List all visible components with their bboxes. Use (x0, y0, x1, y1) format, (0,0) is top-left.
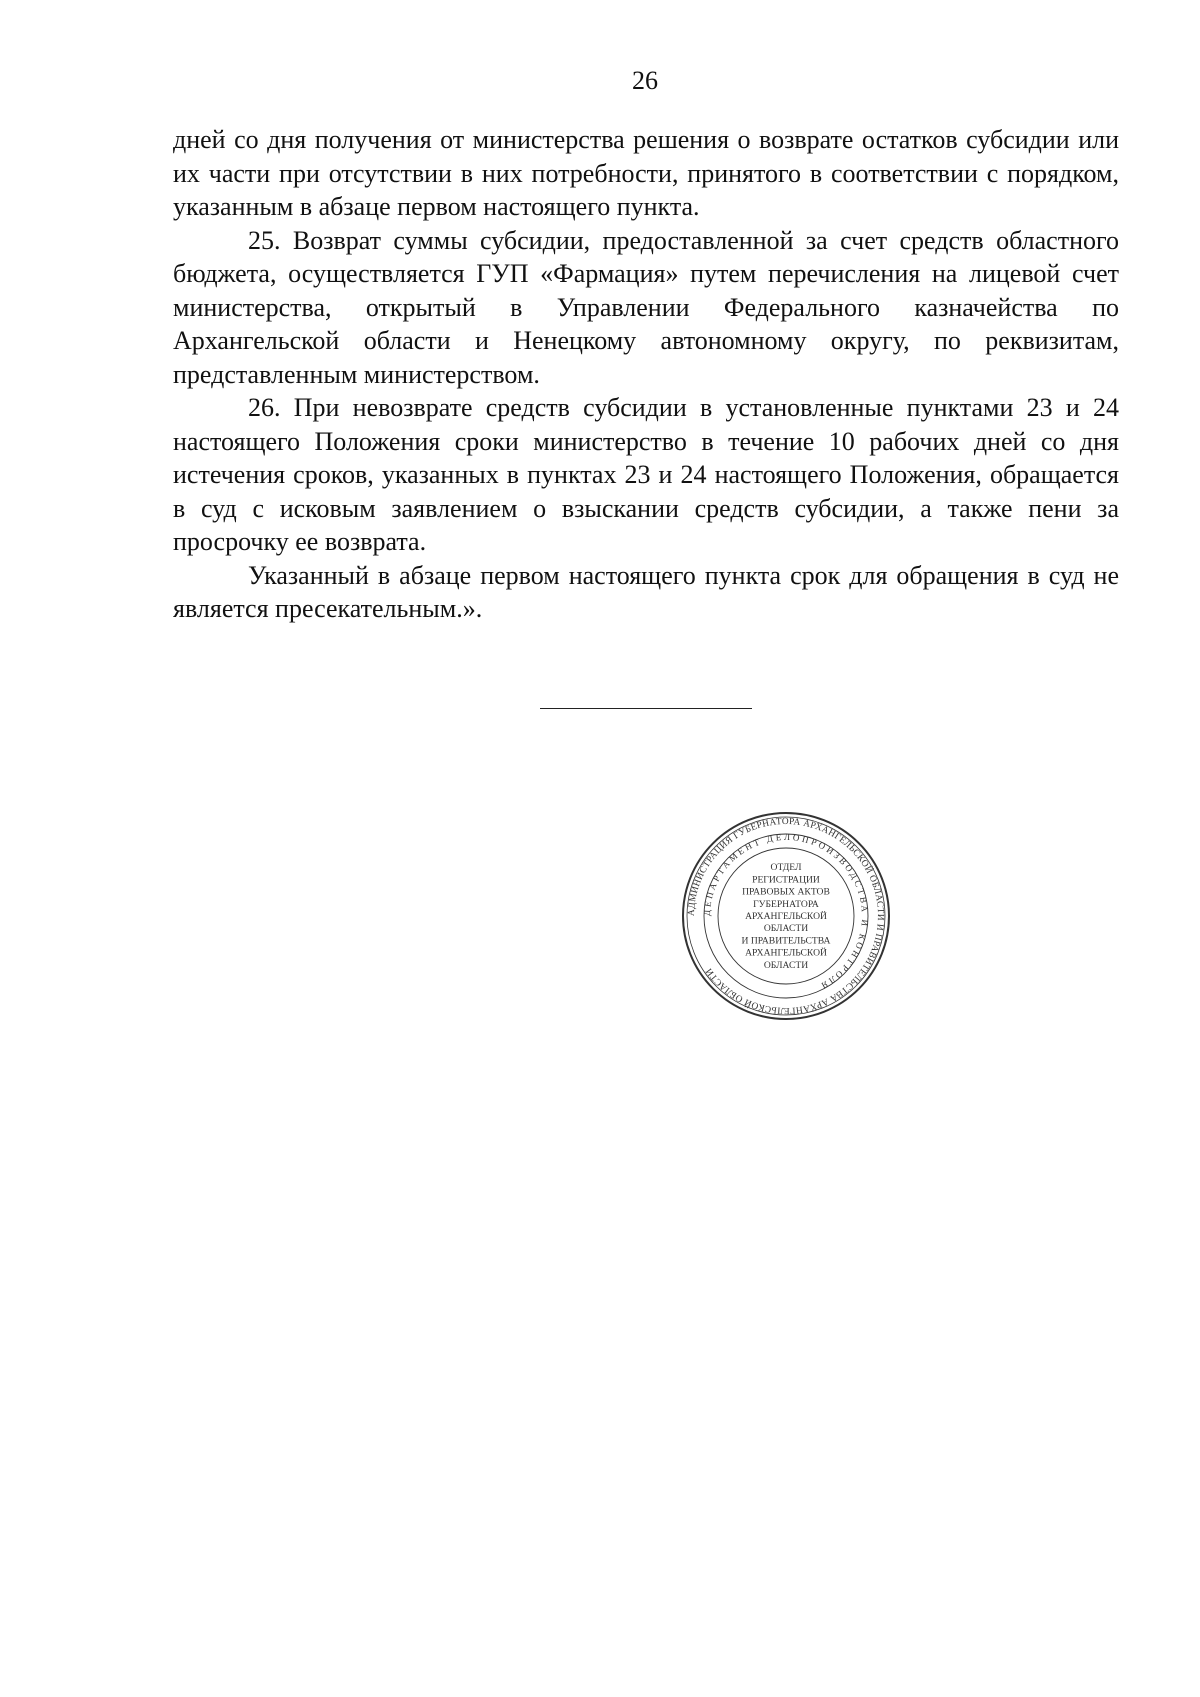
paragraph-item-26: 26. При невозврате средств субсидии в установленные пунктами 23 и 24 настоящего Положения сроки министерство в течение 10 рабочих дней со дня истечения сроков, указанных в пунктах 23 и 24 настоящего Положения, обращается в суд с исковым заявлением о взыскании средств субсидии, а также пени за просрочку ее возврата. (173, 393, 1119, 556)
official-seal-stamp (680, 810, 892, 1022)
seal-graphic (680, 810, 892, 1022)
seal-center-line: И ПРАВИТЕЛЬСТВА (741, 935, 831, 947)
seal-center-line: АРХАНГЕЛЬСКОЙ (745, 911, 827, 922)
seal-center-line: ПРАВОВЫХ АКТОВ (742, 886, 830, 898)
seal-center-line: АРХАНГЕЛЬСКОЙ (745, 947, 827, 959)
seal-center-line: ОТДЕЛ (770, 862, 802, 874)
seal-center-line: РЕГИСТРАЦИИ (752, 874, 820, 886)
seal-center-line: ГУБЕРНАТОРА (753, 898, 819, 910)
document-body (173, 123, 1119, 626)
paragraph-item-25: 25. Возврат суммы субсидии, предоставленной за счет средств областного бюджета, осуществляется ГУП «Фармация» путем перечисления на лицевой счет министерства, открытый в Управлении Федерального казначейства по Архангельской области и Ненецкому автономному округу, по реквизитам, представленным министерством. (173, 225, 1119, 389)
separator-line (540, 708, 752, 709)
seal-outer-text: АДМИНИСТРАЦИЯ ГУБЕРНАТОРА АРХАНГЕЛЬСКОЙ ОБЛАСТИ И ПРАВИТЕЛЬСТВА АРХАНГЕЛЬСКОЙ ОБЛАСТИ (686, 816, 886, 1016)
seal-center-line: ОБЛАСТИ (763, 923, 809, 935)
paragraph-continuation: дней со дня получения от министерства решения о возврате остатков субсидии или их части при отсутствии в них потребности, принятого в соответствии с порядком, указанным в абзаце первом настоящего пункта. (173, 125, 1119, 221)
seal-inner-text: ДЕПАРТАМЕНТ ДЕЛОПРОИЗВОДСТВА И КОНТРОЛЯ (701, 831, 871, 992)
paragraph-closing: Указанный в абзаце первом настоящего пункта срок для обращения в суд не является пресекательным.». (173, 560, 1119, 623)
page-number: 26 (632, 66, 658, 95)
seal-center-text (742, 862, 831, 971)
seal-center-line: ОБЛАСТИ (763, 959, 809, 971)
